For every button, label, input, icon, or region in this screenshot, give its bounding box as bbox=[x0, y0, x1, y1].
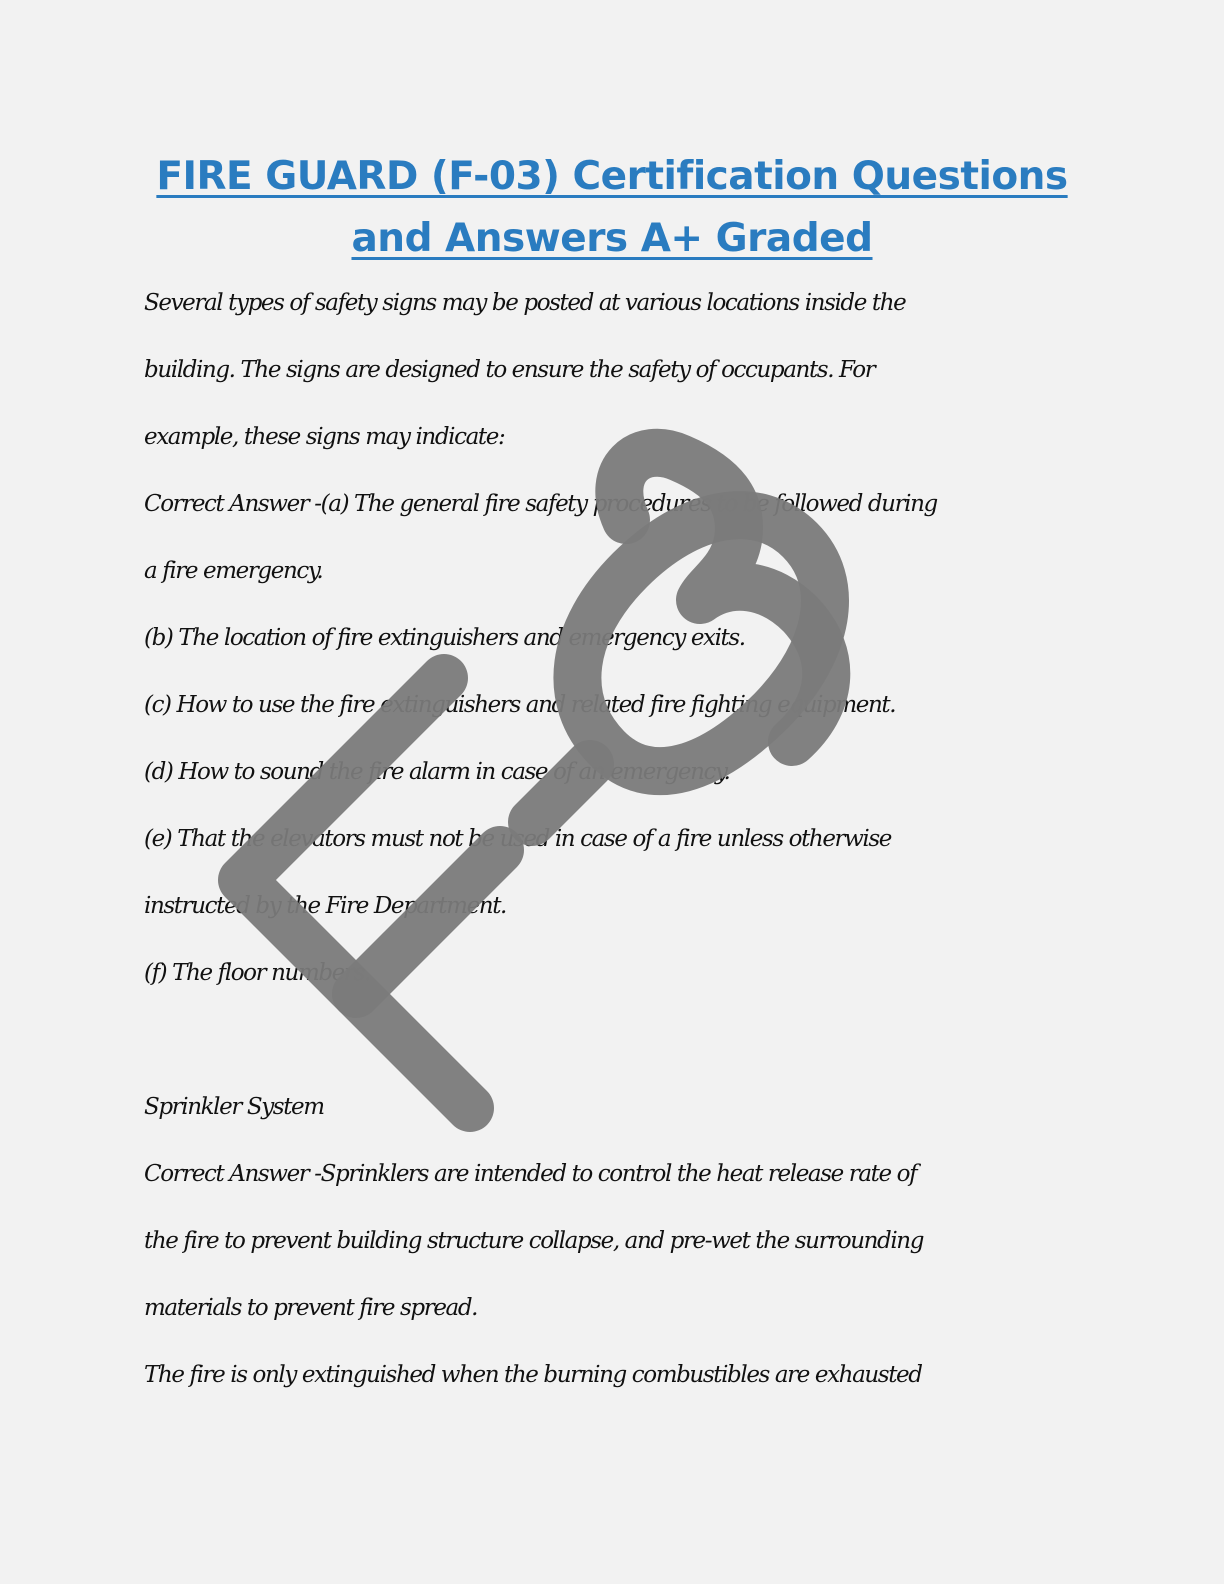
body-line: (e) That the elevators must not be used in case of a fire unless otherwise bbox=[144, 826, 892, 852]
body-line: The fire is only extinguished when the burning combustibles are exhausted bbox=[144, 1362, 922, 1388]
body-line: Several types of safety signs may be posted at various locations inside the bbox=[144, 290, 906, 316]
section-heading: Sprinkler System bbox=[144, 1094, 324, 1120]
body-line: example, these signs may indicate: bbox=[144, 424, 505, 450]
body-line: (f) The floor numbers. bbox=[144, 960, 370, 986]
body-line: building. The signs are designed to ensure the safety of occupants. For bbox=[144, 357, 875, 383]
document-title bbox=[130, 146, 1094, 270]
body-line: Correct Answer -(a) The general fire safety procedures to be followed during bbox=[144, 491, 937, 517]
title-line-1: FIRE GUARD (F-03) Certification Questions bbox=[156, 154, 1068, 199]
body-line: (d) How to sound the fire alarm in case of an emergency. bbox=[144, 759, 730, 785]
body-line: (c) How to use the fire extinguishers and related fire fighting equipment. bbox=[144, 692, 896, 718]
body-line: a fire emergency. bbox=[144, 558, 323, 584]
title-line-2: and Answers A+ Graded bbox=[351, 216, 873, 261]
body-line: instructed by the Fire Department. bbox=[144, 893, 506, 919]
body-line: (b) The location of fire extinguishers and emergency exits. bbox=[144, 625, 745, 651]
body-line: Correct Answer -Sprinklers are intended to control the heat release rate of bbox=[144, 1161, 917, 1187]
body-line: materials to prevent fire spread. bbox=[144, 1295, 478, 1321]
body-line: the fire to prevent building structure collapse, and pre-wet the surrounding bbox=[144, 1228, 924, 1254]
